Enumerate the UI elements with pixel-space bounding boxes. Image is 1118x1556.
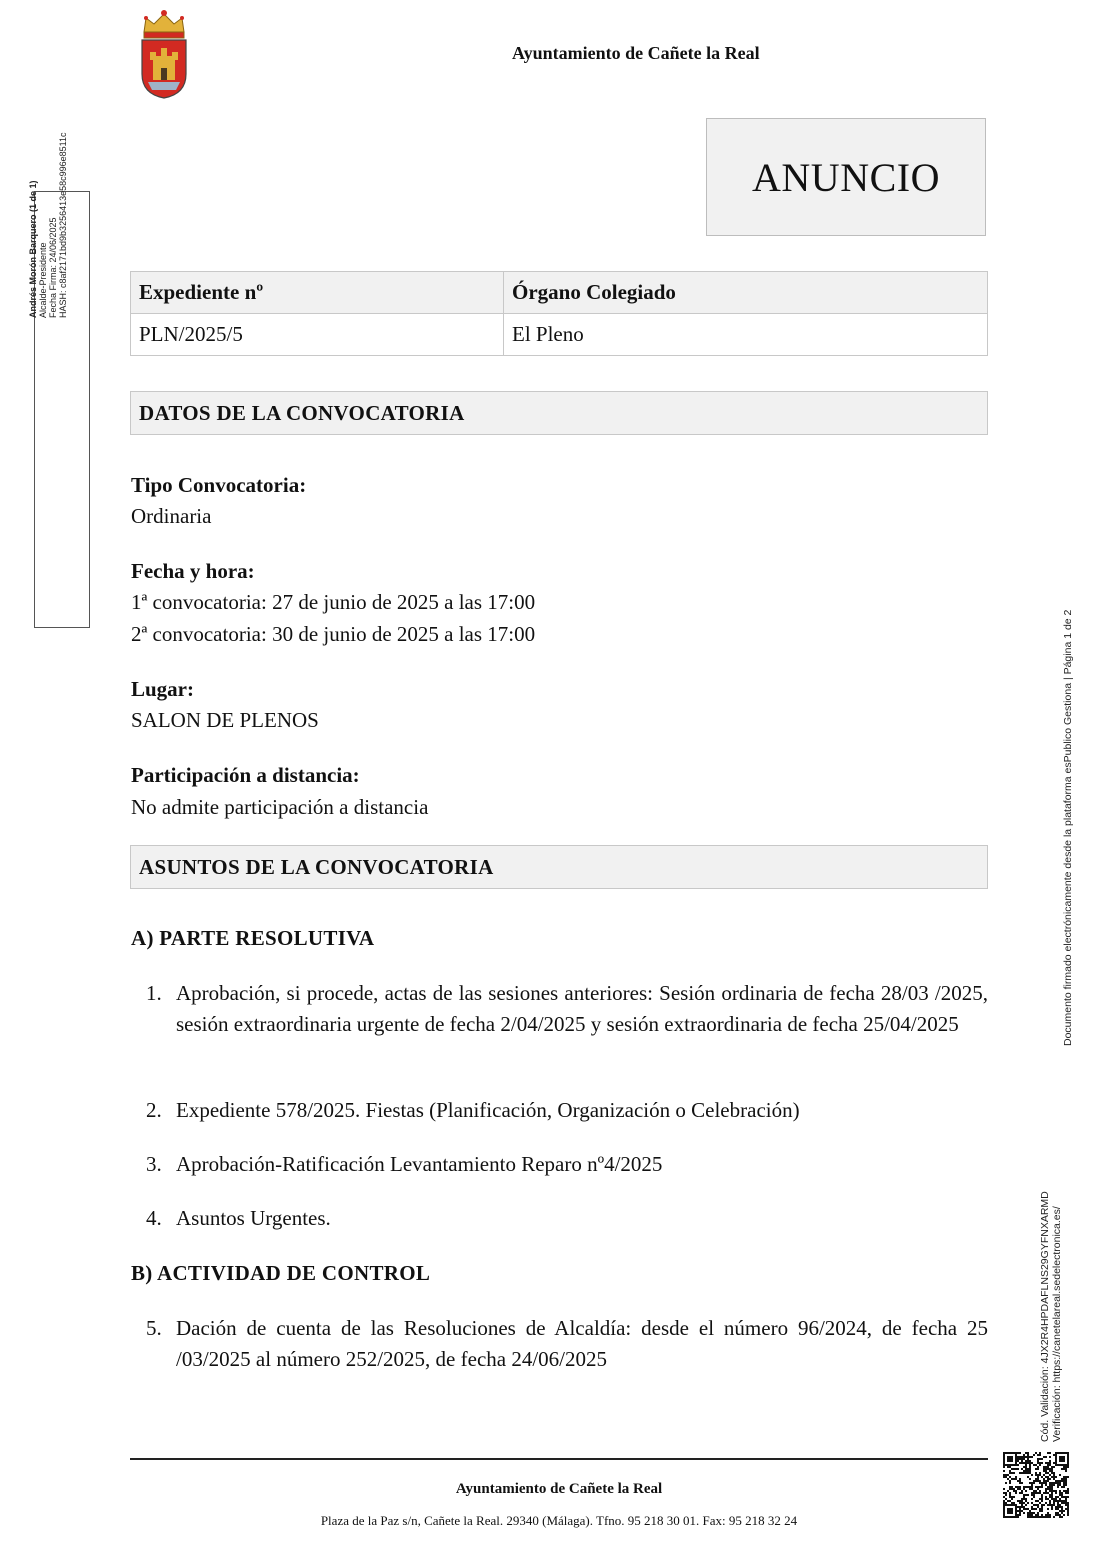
parte-resolutiva-heading: A) PARTE RESOLUTIVA xyxy=(131,926,375,950)
signature-date: Fecha Firma: 24/06/2025 xyxy=(48,217,58,318)
item-number: 3. xyxy=(146,1152,162,1176)
table-row xyxy=(131,314,988,356)
platform-page-info: Documento firmado electrónicamente desde la plataforma esPublico Gestiona | Página 1 de 2 xyxy=(1062,609,1074,1046)
signature-info xyxy=(28,133,68,319)
organo-value: El Pleno xyxy=(504,314,988,356)
item-text: Dación de cuenta de las Resoluciones de Alcaldía: desde el número 96/2024, de fecha 25 /03/2025 al número 252/2025, de fecha 24/06/2025 xyxy=(176,1316,988,1371)
section-asuntos-heading: ASUNTOS DE LA CONVOCATORIA xyxy=(130,845,988,889)
header-organization: Ayuntamiento de Cañete la Real xyxy=(512,43,760,63)
item-number: 1. xyxy=(146,981,162,1005)
item-text: Aprobación-Ratificación Levantamiento Reparo nº4/2025 xyxy=(176,1152,663,1176)
list-item xyxy=(146,1203,988,1234)
validation-info xyxy=(1040,1191,1063,1442)
participacion-value: No admite participación a distancia xyxy=(131,795,429,819)
footer-address: Plaza de la Paz s/n, Cañete la Real. 29340 (Málaga). Tfno. 95 218 30 01. Fax: 95 218 32 24 xyxy=(320,1513,798,1528)
item-number: 4. xyxy=(146,1206,162,1230)
tipo-convocatoria-label: Tipo Convocatoria: xyxy=(131,473,307,497)
item-number: 2. xyxy=(146,1098,162,1122)
list-item xyxy=(146,1149,988,1180)
item-text: Aprobación, si procede, actas de las sesiones anteriores: Sesión ordinaria de fecha 28/03 /2025, sesión extraordinaria urgente de fecha 2/04/2025 y sesión extraordinaria de fecha 25/04/2025 xyxy=(176,981,988,1036)
item-text: Expediente 578/2025. Fiestas (Planificación, Organización o Celebración) xyxy=(176,1098,800,1122)
item-text: Asuntos Urgentes. xyxy=(176,1206,331,1230)
segunda-convocatoria: 2ª convocatoria: 30 de junio de 2025 a las 17:00 xyxy=(131,622,536,646)
expediente-value: PLN/2025/5 xyxy=(131,314,504,356)
lugar-value: SALON DE PLENOS xyxy=(131,708,319,732)
list-item xyxy=(146,1313,988,1375)
signer-name: Andrés Morón Barquero (1 de 1) xyxy=(28,180,38,318)
signer-role: Alcalde-Presidente xyxy=(38,242,48,318)
header-organo: Órgano Colegiado xyxy=(504,272,988,314)
header-expediente: Expediente nº xyxy=(131,272,504,314)
fecha-hora-label: Fecha y hora: xyxy=(131,559,255,583)
case-info-table xyxy=(130,271,988,356)
footer-organization: Ayuntamiento de Cañete la Real xyxy=(455,1481,663,1497)
signature-hash: HASH: c8af2171bd9b3256413e58c996e8511c xyxy=(58,132,68,318)
document-title: ANUNCIO xyxy=(706,118,986,236)
coat-of-arms-logo xyxy=(136,8,192,100)
item-number: 5. xyxy=(146,1316,162,1340)
validation-code: Cód. Validación: 4JX2R4HPDAFLNS29GYFNXARMD xyxy=(1039,1191,1051,1442)
primera-convocatoria: 1ª convocatoria: 27 de junio de 2025 a las 17:00 xyxy=(131,590,536,614)
participacion-label: Participación a distancia: xyxy=(131,763,360,787)
tipo-convocatoria-value: Ordinaria xyxy=(131,504,212,528)
list-item xyxy=(146,1095,988,1126)
verification-url: Verificación: https://canetelareal.sedelectronica.es/ xyxy=(1050,1206,1063,1442)
table-header-row xyxy=(131,272,988,314)
section-datos-heading: DATOS DE LA CONVOCATORIA xyxy=(130,391,988,435)
list-item xyxy=(146,978,988,1040)
lugar-label: Lugar: xyxy=(131,677,194,701)
actividad-control-heading: B) ACTIVIDAD DE CONTROL xyxy=(131,1261,431,1285)
footer-divider xyxy=(130,1458,988,1460)
